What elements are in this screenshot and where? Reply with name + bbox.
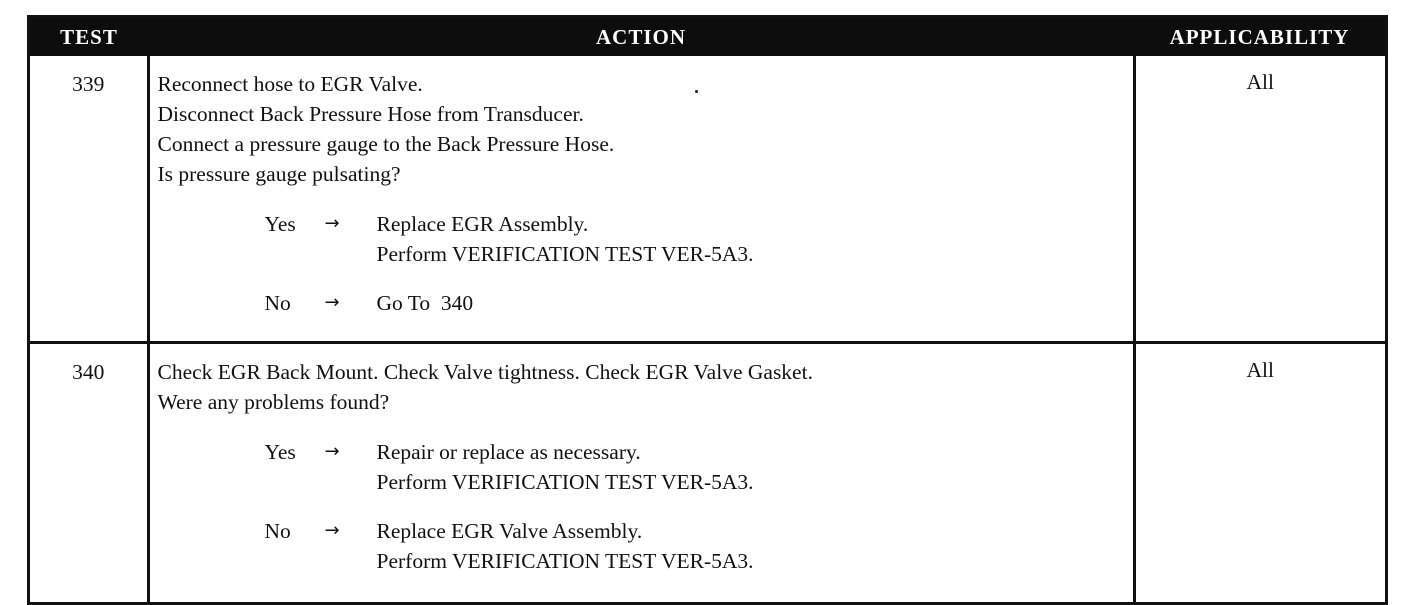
outcome-no: [265, 516, 1133, 576]
outcome-yes: [265, 437, 1133, 497]
outcome-yes: [265, 209, 1133, 269]
table-header: [29, 17, 1387, 57]
table-body: [29, 56, 1387, 604]
troubleshooting-table: [27, 15, 1388, 605]
action-step: Check EGR Back Mount. Check Valve tightness. Check EGR Valve Gasket.: [157, 360, 813, 384]
header-applicability: APPLICABILITY: [1134, 17, 1387, 57]
action-step: Reconnect hose to EGR Valve.: [157, 72, 423, 96]
outcome-line: Replace EGR Valve Assembly.: [376, 519, 643, 543]
outcome-line: Perform VERIFICATION TEST VER-5A3.: [376, 242, 754, 266]
outcome-text: [377, 437, 754, 497]
outcome-text: [377, 209, 754, 269]
right-arrow-icon: →: [324, 213, 340, 234]
header-action: ACTION: [148, 17, 1134, 57]
outcome-line: Go To 340: [376, 291, 474, 315]
outcome-line: Repair or replace as necessary.: [376, 440, 641, 464]
test-number: 340: [72, 360, 105, 384]
outcome-no: [265, 288, 1133, 318]
action-cell: [148, 56, 1134, 343]
applicability-value: All: [1134, 56, 1387, 343]
header-row: [29, 17, 1387, 57]
action-step: Connect a pressure gauge to the Back Pressure Hose.: [157, 132, 615, 156]
table-row: [29, 343, 1387, 604]
outcome-label: No: [264, 291, 291, 315]
action-question: Is pressure gauge pulsating?: [157, 162, 401, 186]
outcome-label: No: [264, 519, 291, 543]
outcome-label: Yes: [264, 212, 296, 236]
test-number: 339: [29, 56, 149, 343]
outcome-line: Replace EGR Assembly.: [376, 212, 589, 236]
outcome-text: [377, 516, 754, 576]
outcome-list: [158, 209, 1133, 318]
action-step: Disconnect Back Pressure Hose from Transducer.: [157, 102, 584, 126]
right-arrow-icon: →: [324, 520, 340, 541]
outcome-line: Perform VERIFICATION TEST VER-5A3.: [376, 549, 754, 573]
stray-dot-mark: [695, 90, 698, 93]
action-cell: [148, 343, 1134, 604]
action-question: Were any problems found?: [157, 390, 390, 414]
outcome-line: Perform VERIFICATION TEST VER-5A3.: [376, 470, 754, 494]
outcome-text: [377, 288, 474, 318]
outcome-label: Yes: [264, 440, 296, 464]
applicability-value: All: [1134, 343, 1387, 604]
right-arrow-icon: →: [324, 441, 340, 462]
header-test: TEST: [29, 17, 149, 57]
table-row: [29, 56, 1387, 343]
right-arrow-icon: →: [324, 292, 340, 313]
outcome-list: [158, 437, 1133, 576]
